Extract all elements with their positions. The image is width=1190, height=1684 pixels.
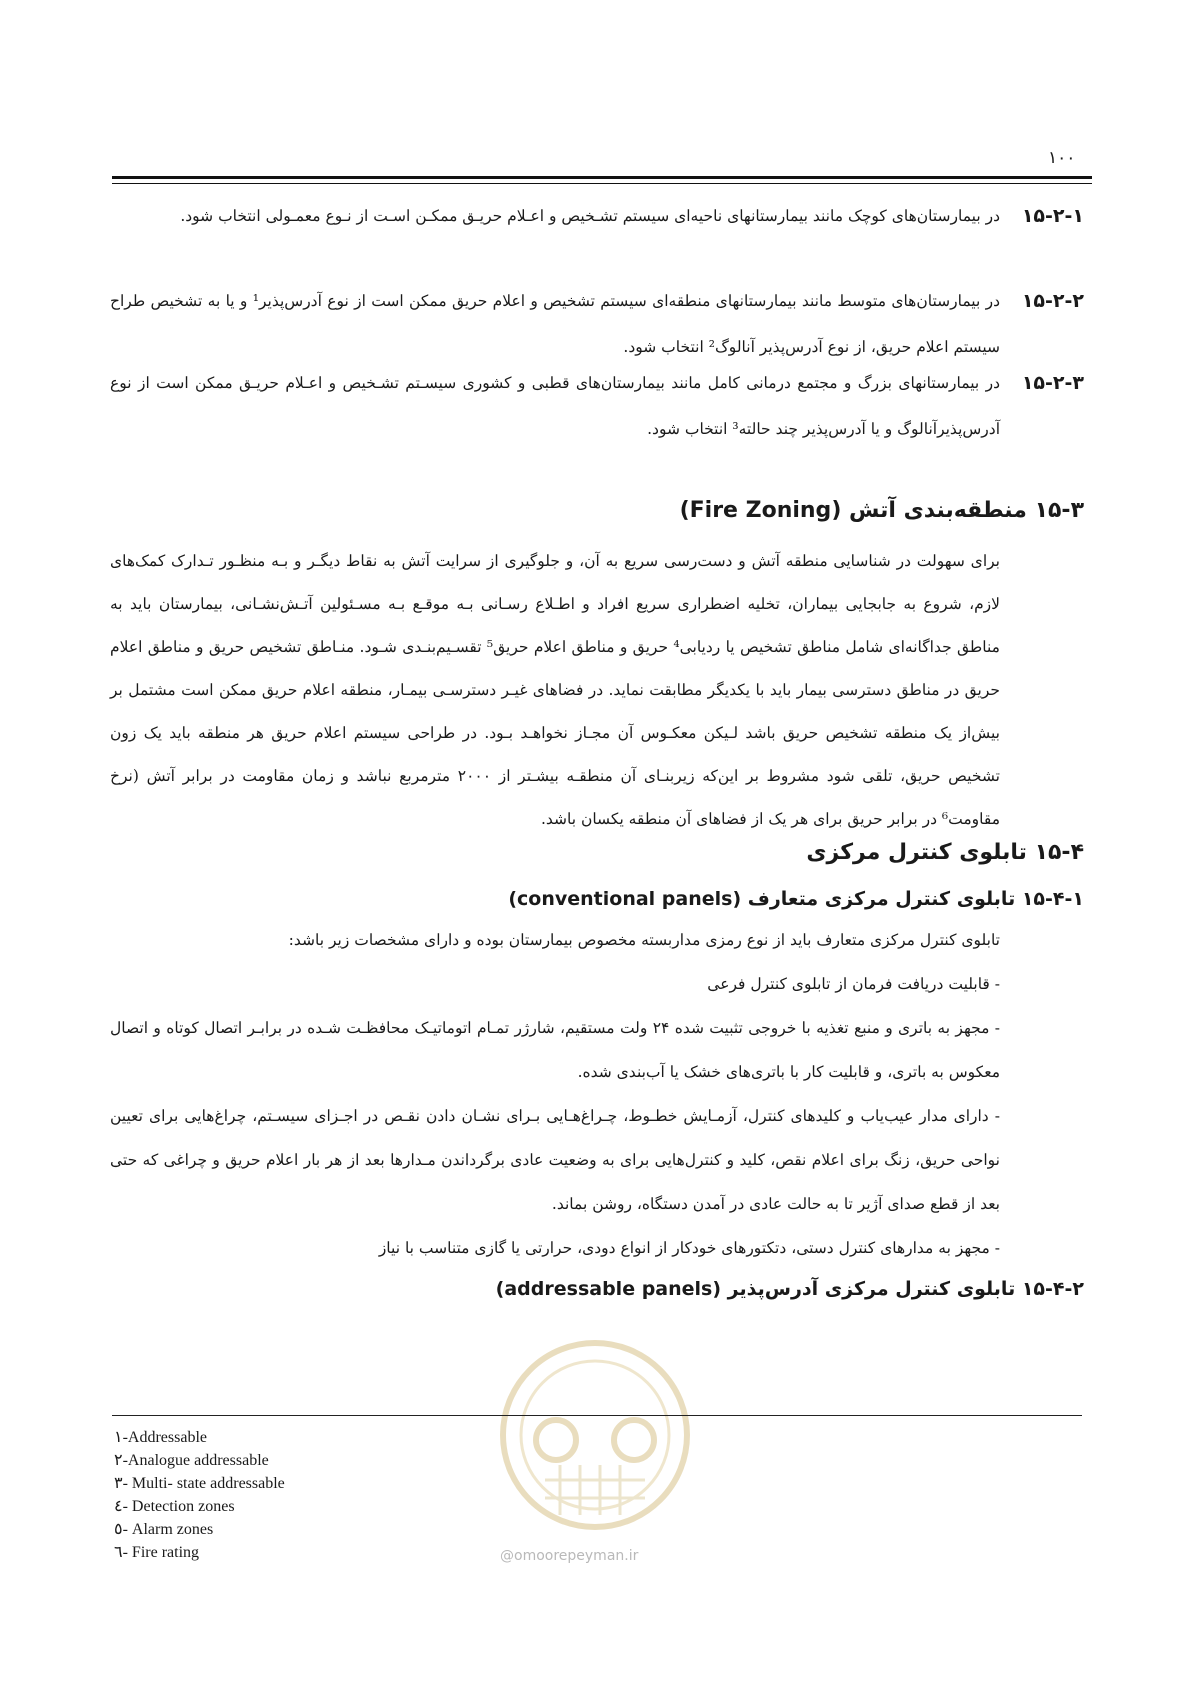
item-number: ۱۵-۲-۲	[1021, 290, 1084, 312]
item-number: ۱۵-۲-۱	[1021, 205, 1084, 227]
page-number: ۱۰۰	[1048, 148, 1076, 168]
footnote: ١-Addressable	[114, 1429, 208, 1446]
bullet-item: - مجهز به مدارهای کنترل دستی، دتکتورهای خودکار از انواع دودی، حرارتی یا گازی متناسب با نیاز	[378, 1239, 1000, 1257]
bullet-item: - قابلیت دریافت فرمان از تابلوی کنترل فرعی	[707, 975, 1000, 993]
footnote: ٤- Detection zones	[114, 1498, 235, 1515]
item-paragraph: در بیمارستانهای بزرگ و مجتمع درمانی کامل مانند بیمارستان‌های قطبی و کشوری سیسـتم تشـخیص و اعـلام حریـق ممکن است از نوع آدرس‌پذیرآنالوگ و یا آدرس‌پذیر چند حالته³ انتخاب شود.	[110, 374, 1000, 438]
footnote-rule	[112, 1415, 1082, 1416]
subsection-heading: ۱۵-۴-۱ تابلوی کنترل مرکزی متعارف (conventional panels)	[508, 888, 1084, 910]
header-rule	[112, 176, 1092, 179]
footnote: ٥- Alarm zones	[114, 1521, 214, 1538]
intro-paragraph: تابلوی کنترل مرکزی متعارف باید از نوع رمزی مداربسته مخصوص بیمارستان بوده و دارای مشخصات زیر باشد:	[288, 931, 1000, 949]
section-heading: ۱۵-۴ تابلوی کنترل مرکزی	[806, 840, 1084, 865]
item-number: ۱۵-۲-۳	[1021, 372, 1084, 394]
header-rule-thin	[112, 183, 1092, 184]
watermark-text: @omoorepeyman.ir	[500, 1548, 639, 1564]
footnotes-list	[114, 1426, 285, 1564]
bullet-item: - مجهز به باتری و منبع تغذیه با خروجی تثبیت شده ۲۴ ولت مستقیم، شارژر تمـام اتوماتیـک محافظـت شـده در برابـر اتصال کوتاه و اتصال معکوس به باتری، و قابلیت کار با باتری‌های خشک یا آب‌بندی شده.	[110, 1019, 1000, 1081]
footnote: ٣- Multi- state addressable	[114, 1475, 285, 1492]
section-heading: ۱۵-۳ منطقه‌بندی آتش (Fire Zoning)	[679, 498, 1084, 523]
footnote: ٢-Analogue addressable	[114, 1452, 269, 1469]
bullet-item: - دارای مدار عیب‌یاب و کلیدهای کنترل، آزمـایش خطـوط، چـراغ‌هـایی بـرای نشـان دادن نقـص در اجـزای سیسـتم، چراغ‌هایی برای تعیین نواحی حریق، زنگ برای اعلام نقص، کلید و کنترل‌هایی برای به وضعیت عادی برگرداندن مـدارها بعد از هر بار اعلام حریق و چراغی که حتی بعد از قطع صدای آژیر تا به حالت عادی در آمدن دستگاه، روشن بماند.	[110, 1107, 1000, 1213]
item-paragraph: در بیمارستان‌های متوسط مانند بیمارستانهای منطقه‌ای سیستم تشخیص و اعلام حریق ممکن است از نوع آدرس‌پذیر¹ و یا به تشخیص طراح سیستم اعلام حریق، از نوع آدرس‌پذیر آنالوگ² انتخاب شود.	[110, 292, 1000, 356]
watermark-seal-icon	[490, 1330, 700, 1550]
footnote: ٦- Fire rating	[114, 1544, 200, 1561]
item-paragraph: در بیمارستان‌های کوچک مانند بیمارستانهای ناحیه‌ای سیستم تشـخیص و اعـلام حریـق ممکـن اسـت از نـوع معمـولی انتخاب شود.	[180, 207, 1000, 225]
subsection-heading: ۱۵-۴-۲ تابلوی کنترل مرکزی آدرس‌پذیر (addressable panels)	[495, 1278, 1084, 1300]
section-paragraph: برای سهولت در شناسایی منطقه آتش و دست‌رسی سریع به آن، و جلوگیری از سرایت آتش به نقاط دیگـر و بـه منظـور تـدارک کمک‌های لازم، شروع به جابجایی بیماران، تخلیه اضطراری سریع افراد و اطـلاع رسـانی بـه موقـع بـه مسـئولین آتـش‌نشـانی، بیمارستان باید به مناطق جداگانه‌ای شامل مناطق تشخیص یا ردیابی⁴ حریق و مناطق اعلام حریق⁵ تقسـیم‌بنـدی شـود. منـاطق تشخیص حریق و مناطق اعلام حریق در مناطق دسترسی بیمار باید با یکدیگر مطابقت نماید. در فضاهای غیـر دسترسـی بیمـار، منطقه اعلام حریق ممکن است مشتمل بر بیش‌از یک منطقه تشخیص حریق باشد لـیکن معکـوس آن مجـاز نخواهـد بـود. در طراحی سیستم اعلام حریق هر منطقه باید یک زون تشخیص حریق، تلقی شود مشروط بر این‌که زیربنـای آن منطقـه بیشـتر از ۲۰۰۰ مترمربع نباشد و زمان مقاومت در برابر آتش (نرخ مقاومت⁶ در برابر حریق برای هر یک از فضاهای آن منطقه یکسان باشد.	[110, 552, 1000, 828]
